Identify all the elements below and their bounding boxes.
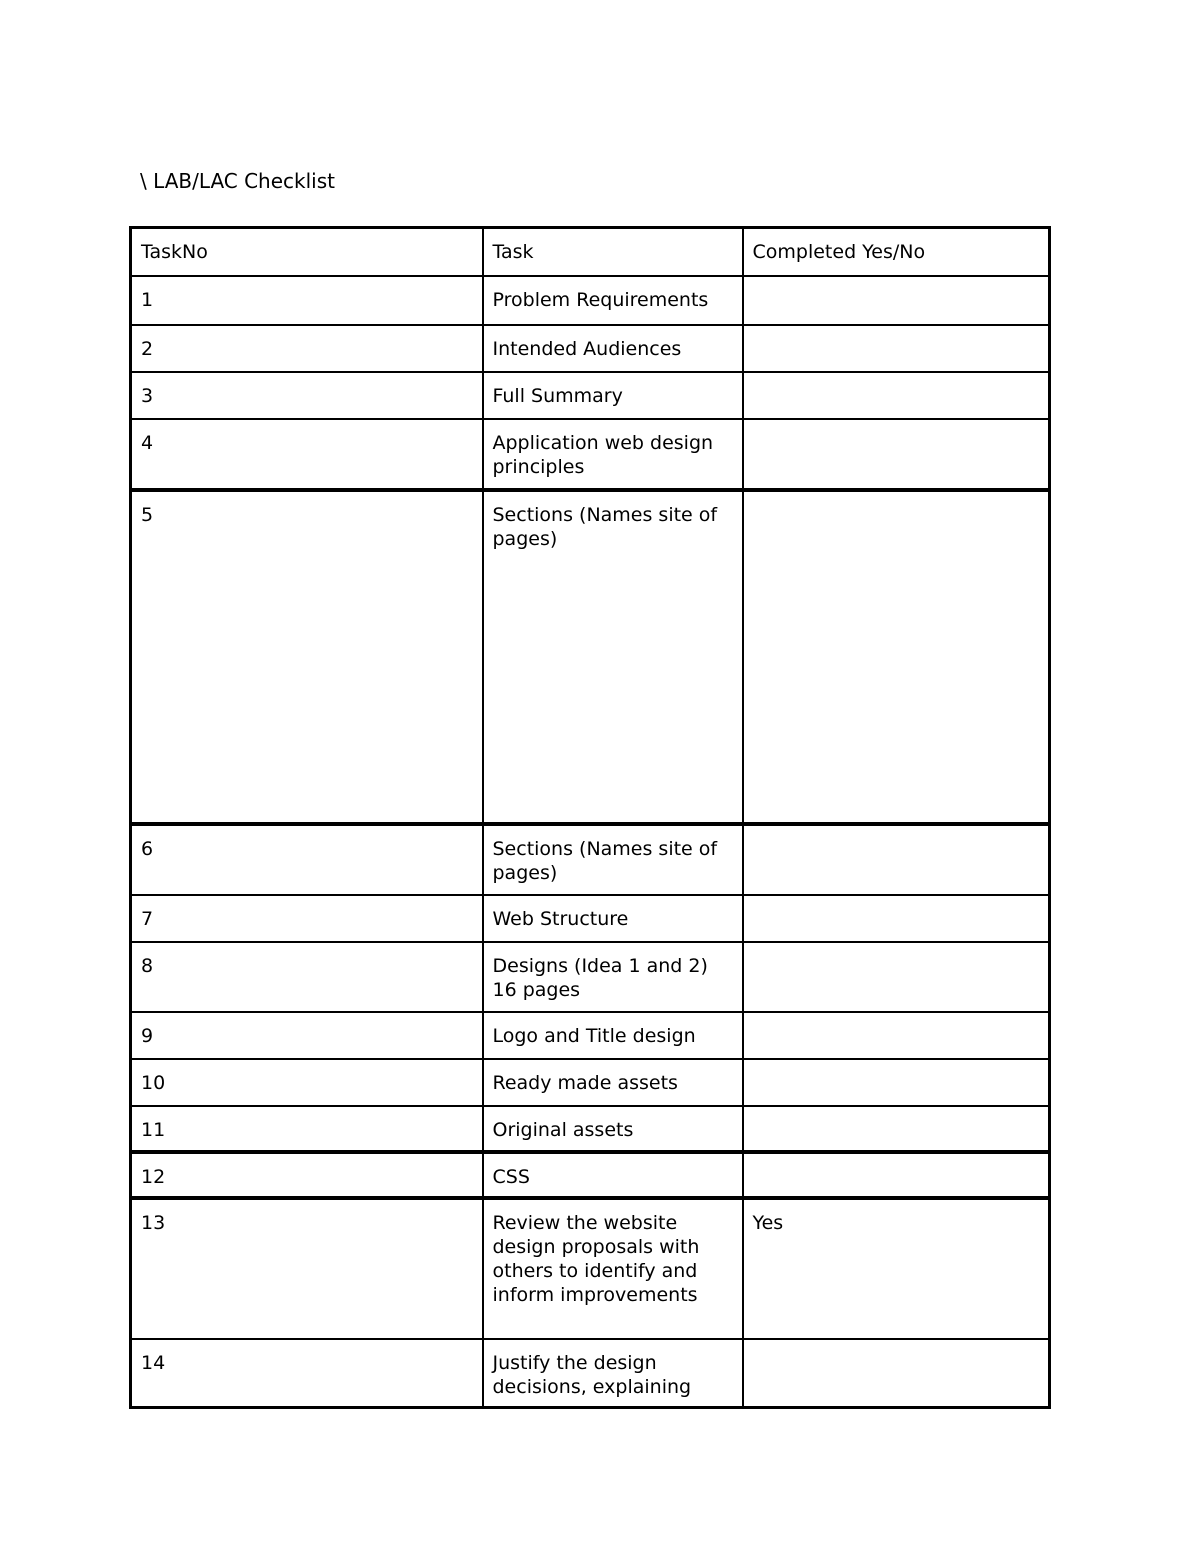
header-task: Task xyxy=(483,228,743,276)
completed-cell[interactable] xyxy=(743,895,1050,942)
table-row xyxy=(131,372,1050,419)
table-row xyxy=(131,824,1050,895)
table-row xyxy=(131,325,1050,372)
header-task-no: TaskNo xyxy=(131,228,483,276)
completed-cell[interactable] xyxy=(743,1012,1050,1059)
completed-cell[interactable] xyxy=(743,276,1050,325)
task-cell: Web Structure xyxy=(483,895,743,942)
task-cell: Sections (Names site of pages) xyxy=(483,490,743,824)
task-no-cell: 11 xyxy=(131,1106,483,1152)
table-row xyxy=(131,1198,1050,1339)
table-row xyxy=(131,1152,1050,1198)
task-no-cell: 10 xyxy=(131,1059,483,1106)
task-no-cell: 2 xyxy=(131,325,483,372)
task-no-cell: 12 xyxy=(131,1152,483,1198)
completed-cell[interactable] xyxy=(743,419,1050,490)
completed-cell[interactable] xyxy=(743,490,1050,824)
table-row xyxy=(131,895,1050,942)
completed-cell[interactable] xyxy=(743,372,1050,419)
table-row xyxy=(131,1106,1050,1152)
completed-cell[interactable]: Yes xyxy=(743,1198,1050,1339)
task-no-cell: 1 xyxy=(131,276,483,325)
task-cell: Sections (Names site of pages) xyxy=(483,824,743,895)
task-no-cell: 4 xyxy=(131,419,483,490)
task-cell: CSS xyxy=(483,1152,743,1198)
completed-cell[interactable] xyxy=(743,1339,1050,1408)
table-row xyxy=(131,1059,1050,1106)
table-row xyxy=(131,419,1050,490)
completed-cell[interactable] xyxy=(743,824,1050,895)
task-cell: Original assets xyxy=(483,1106,743,1152)
task-no-cell: 8 xyxy=(131,942,483,1012)
task-cell: Problem Requirements xyxy=(483,276,743,325)
task-no-cell: 7 xyxy=(131,895,483,942)
task-cell: Review the website design proposals with others to identify and inform improvements xyxy=(483,1198,743,1339)
task-cell: Application web design principles xyxy=(483,419,743,490)
task-cell: Designs (Idea 1 and 2) 16 pages xyxy=(483,942,743,1012)
task-no-cell: 14 xyxy=(131,1339,483,1408)
task-cell: Full Summary xyxy=(483,372,743,419)
task-no-cell: 5 xyxy=(131,490,483,824)
completed-cell[interactable] xyxy=(743,1106,1050,1152)
completed-cell[interactable] xyxy=(743,942,1050,1012)
task-no-cell: 3 xyxy=(131,372,483,419)
table-row xyxy=(131,942,1050,1012)
task-cell: Intended Audiences xyxy=(483,325,743,372)
table-row xyxy=(131,1012,1050,1059)
checklist-table xyxy=(129,226,1051,1409)
task-no-cell: 6 xyxy=(131,824,483,895)
completed-cell[interactable] xyxy=(743,325,1050,372)
table-header-row xyxy=(131,228,1050,276)
document-title: \ LAB/LAC Checklist xyxy=(140,169,335,193)
task-cell: Logo and Title design xyxy=(483,1012,743,1059)
completed-cell[interactable] xyxy=(743,1152,1050,1198)
task-cell: Ready made assets xyxy=(483,1059,743,1106)
task-no-cell: 9 xyxy=(131,1012,483,1059)
table-row xyxy=(131,490,1050,824)
completed-cell[interactable] xyxy=(743,1059,1050,1106)
table-row xyxy=(131,276,1050,325)
task-no-cell: 13 xyxy=(131,1198,483,1339)
header-completed: Completed Yes/No xyxy=(743,228,1050,276)
task-cell: Justify the design decisions, explaining xyxy=(483,1339,743,1408)
table-row xyxy=(131,1339,1050,1408)
